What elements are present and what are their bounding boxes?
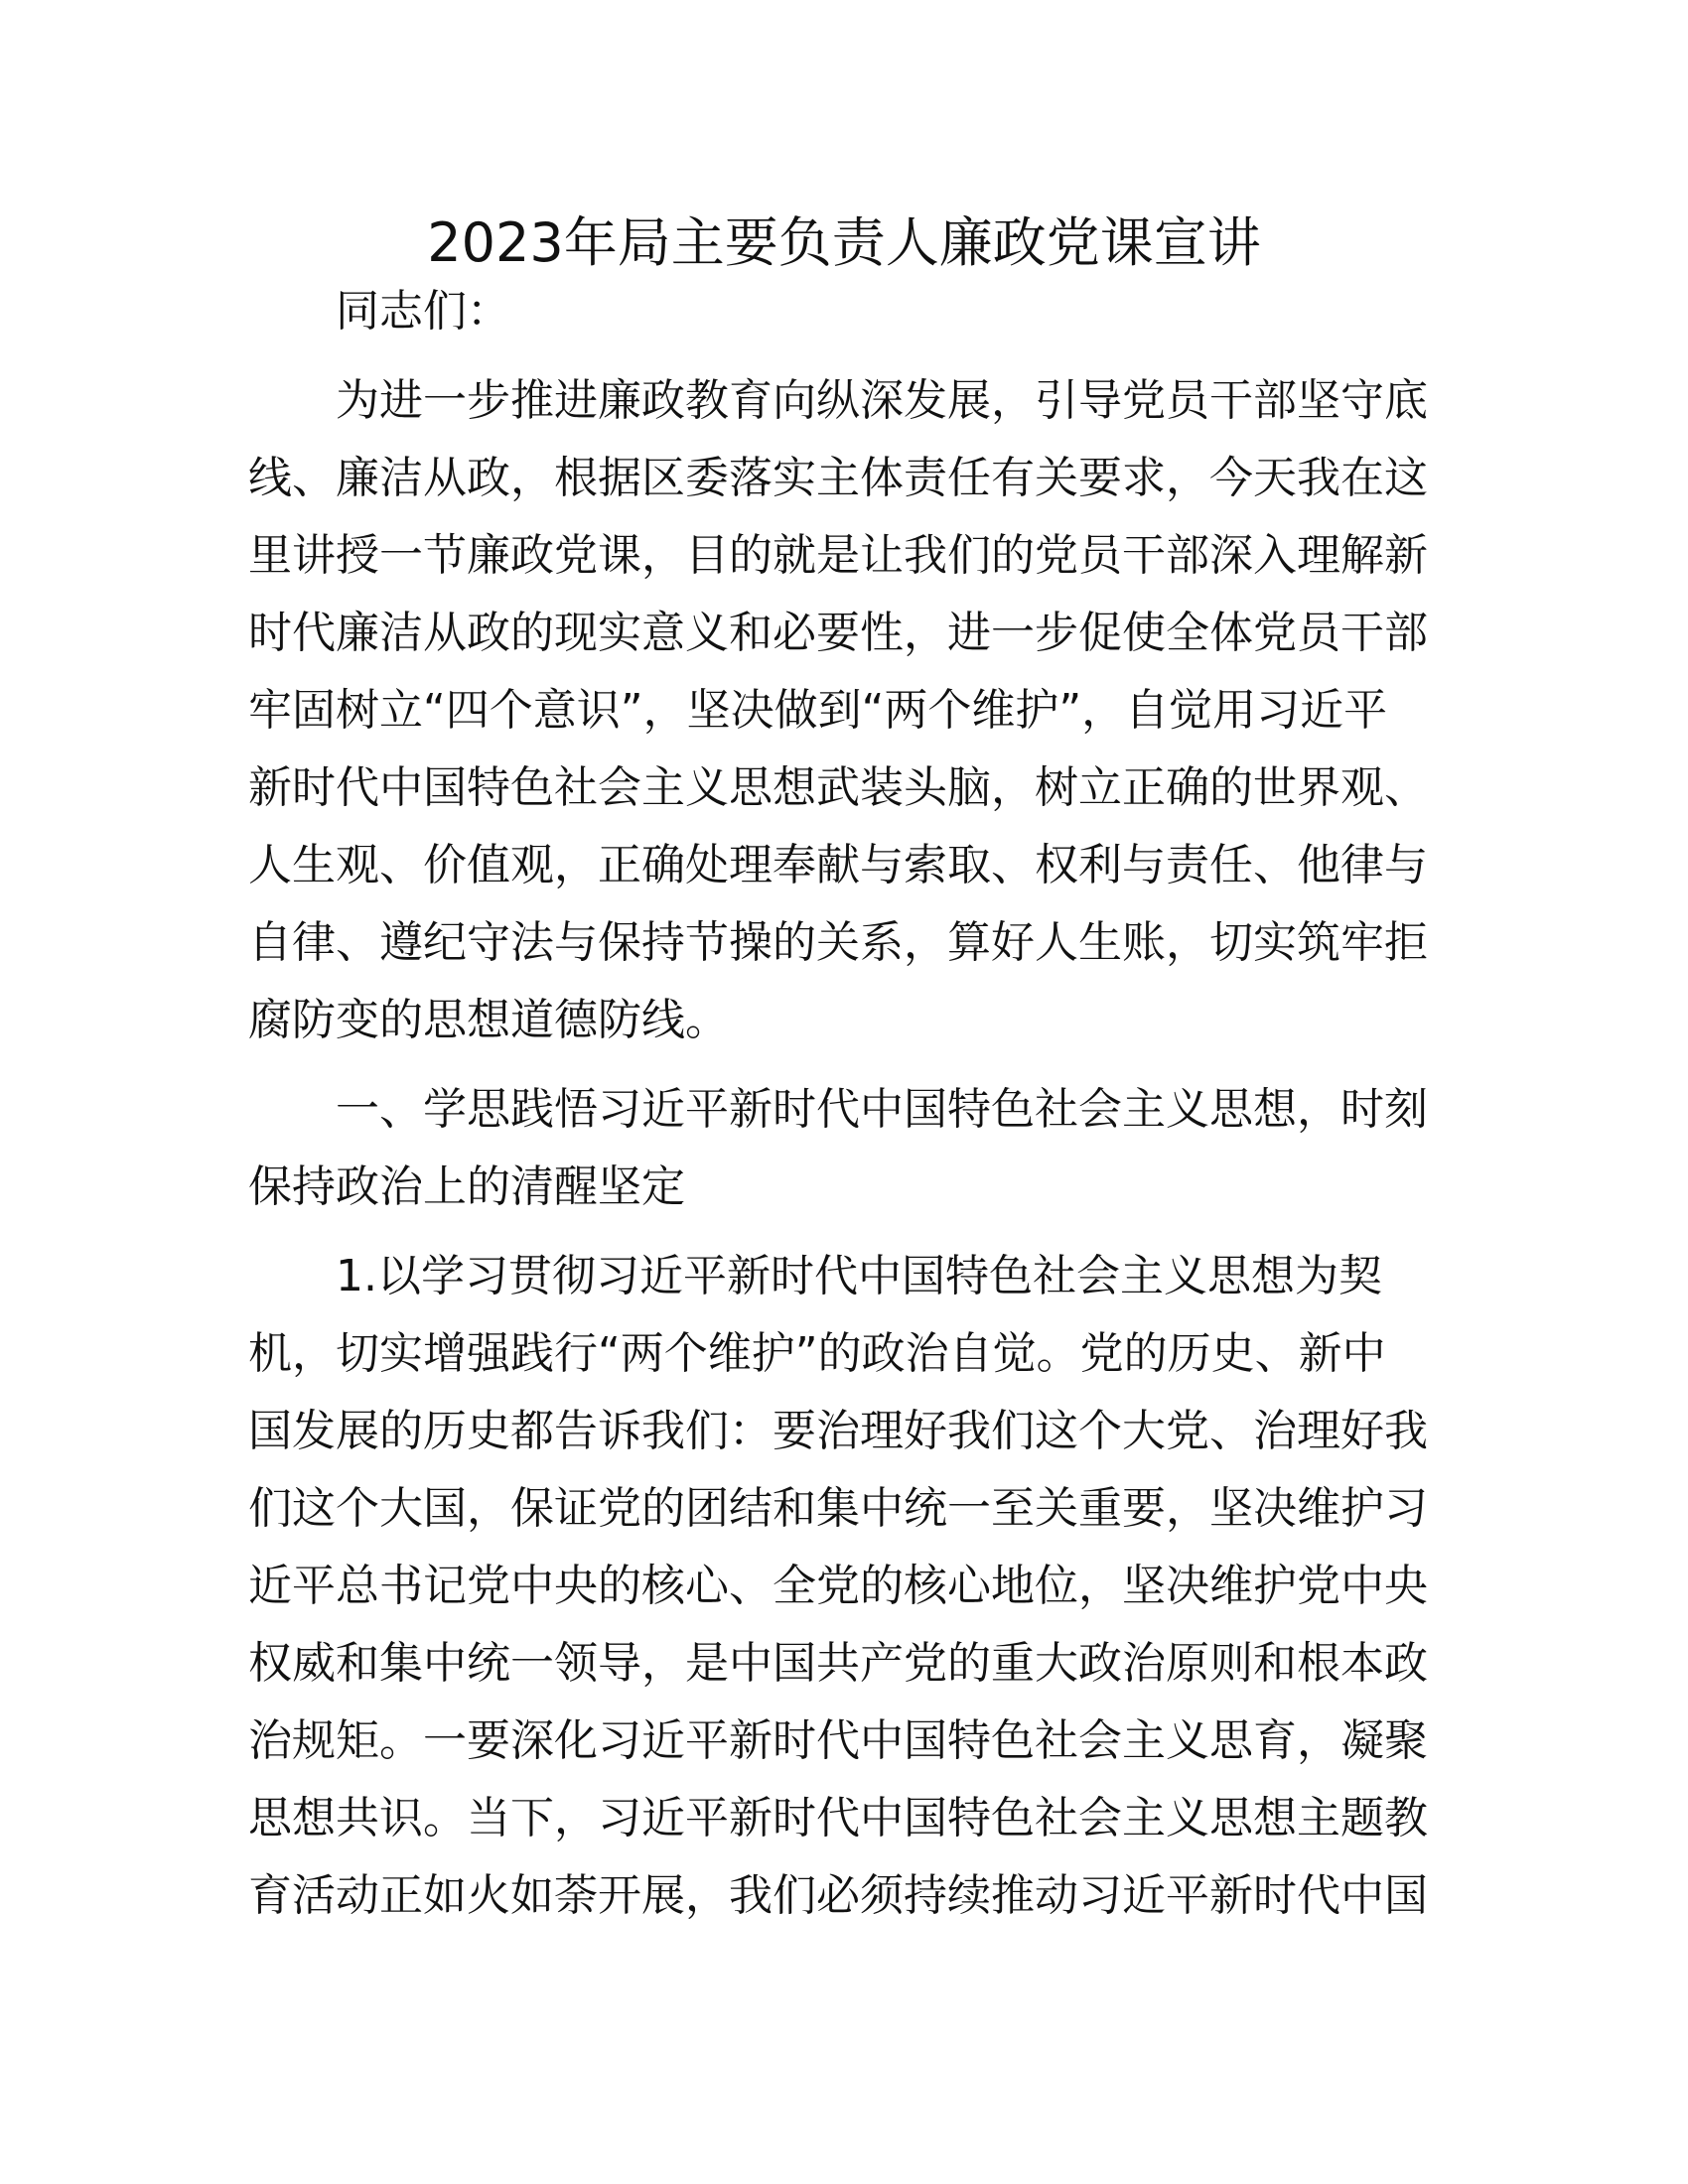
- paragraph-line: 治规矩。一要深化习近平新时代中国特色社会主义思育，凝聚: [248, 1715, 1428, 1766]
- paragraph-intro: [248, 362, 1434, 1059]
- paragraph-line: 们这个大国，保证党的团结和集中统一至关重要，坚决维护习: [248, 1483, 1428, 1534]
- paragraph-line: 自律、遵纪守法与保持节操的关系，算好人生账，切实筑牢拒: [248, 917, 1428, 968]
- paragraph-point-1: [248, 1238, 1434, 1935]
- section-heading-1: [248, 1071, 1434, 1226]
- salutation: 同志们：: [336, 286, 510, 337]
- paragraph-line: 机，切实增强践行“两个维护”的政治自觉。党的历史、新中: [248, 1328, 1386, 1379]
- paragraph-line: 近平总书记党中央的核心、全党的核心地位，坚决维护党中央: [248, 1561, 1428, 1611]
- paragraph-gap: [248, 1059, 1434, 1071]
- paragraph-gap: [248, 1226, 1434, 1238]
- document-title: 2023年局主要负责人廉政党课宣讲: [427, 211, 1261, 274]
- paragraph-line: 新时代中国特色社会主义思想武装头脑，树立正确的世界观、: [248, 762, 1428, 813]
- paragraph-gap: [248, 350, 1434, 362]
- paragraph-line: 牢固树立“四个意识”，坚决做到“两个维护”，自觉用习近平: [248, 685, 1388, 736]
- paragraph-line: 思想共识。当下，习近平新时代中国特色社会主义思想主题教: [248, 1793, 1428, 1843]
- paragraph-line: 权威和集中统一领导，是中国共产党的重大政治原则和根本政: [248, 1638, 1428, 1689]
- paragraph-line: 1.以学习贯彻习近平新时代中国特色社会主义思想为契: [336, 1251, 1382, 1301]
- paragraph-line: 线、廉洁从政，根据区委落实主体责任有关要求，今天我在这: [248, 453, 1428, 503]
- paragraph-line: 时代廉洁从政的现实意义和必要性，进一步促使全体党员干部: [248, 608, 1428, 658]
- paragraph-line: 人生观、价值观，正确处理奉献与索取、权利与责任、他律与: [248, 840, 1428, 890]
- paragraph-line: 育活动正如火如荼开展，我们必须持续推动习近平新时代中国: [248, 1870, 1428, 1921]
- paragraph-line: 里讲授一节廉政党课，目的就是让我们的党员干部深入理解新: [248, 530, 1428, 581]
- paragraph-line: 为进一步推进廉政教育向纵深发展，引导党员干部坚守底: [336, 375, 1428, 426]
- document-body: [248, 273, 1434, 1935]
- heading-line: 保持政治上的清醒坚定: [248, 1161, 685, 1212]
- paragraph-line: 腐防变的思想道德防线。: [248, 995, 729, 1045]
- heading-line: 一、学思践悟习近平新时代中国特色社会主义思想，时刻: [336, 1084, 1428, 1135]
- paragraph-line: 国发展的历史都告诉我们：要治理好我们这个大党、治理好我: [248, 1406, 1428, 1456]
